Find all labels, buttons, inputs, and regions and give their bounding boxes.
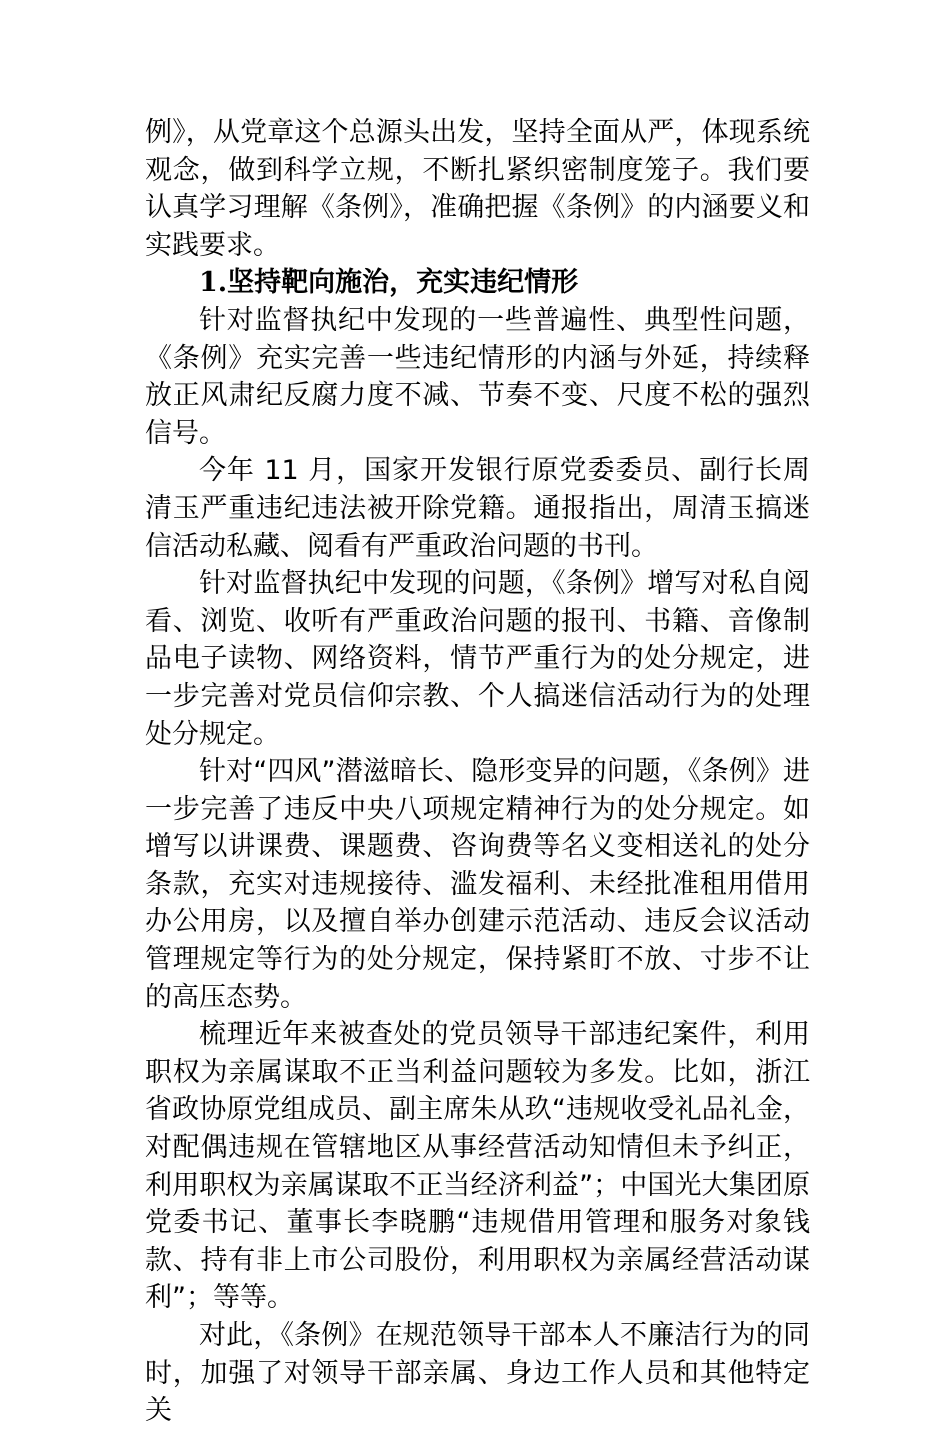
section-heading: 1.坚持靶向施治，充实违纪情形 [199, 267, 579, 299]
body-paragraph: 今年 11 月，国家开发银行原党委委员、副行长周清玉严重违纪违法被开除党籍。通报指出，周清玉搞迷信活动私藏、阅看有严重政治问题的书刊。 [145, 455, 810, 562]
body-paragraph: 针对监督执纪中发现的一些普遍性、典型性问题，《条例》充实完善一些违纪情形的内涵与外延，持续释放正风肃纪反腐力度不减、节奏不变、尺度不松的强烈信号。 [145, 304, 810, 449]
body-paragraph: 梳理近年来被查处的党员领导干部违纪案件，利用职权为亲属谋取不正当利益问题较为多发。比如，浙江省政协原党组成员、副主席朱从玖“违规收受礼品礼金，对配偶违规在管辖地区从事经营活动知情但未予纠正，利用职权为亲属谋取不正当经济利益”；中国光大集团原党委书记、董事长李晓鹏“违规借用管理和服务对象钱款、持有非上市公司股份，利用职权为亲属经营活动谋利”；等等。 [145, 1019, 810, 1314]
intro-continuation-paragraph: 例》，从党章这个总源头出发，坚持全面从严，体现系统观念，做到科学立规，不断扎紧织密制度笼子。我们要认真学习理解《条例》，准确把握《条例》的内涵要义和实践要求。 [145, 117, 810, 261]
body-paragraph: 针对“四风”潜滋暗长、隐形变异的问题，《条例》进一步完善了违反中央八项规定精神行为的处分规定。如增写以讲课费、课题费、咨询费等名义变相送礼的处分条款，充实对违规接待、滥发福利、未经批准租用借用办公用房，以及擅自举办创建示范活动、违反会议活动管理规定等行为的处分规定，保持紧盯不放、寸步不让的高压态势。 [145, 756, 810, 1013]
body-paragraph: 对此，《条例》在规范领导干部本人不廉洁行为的同时，加强了对领导干部亲属、身边工作人员和其他特定关 [145, 1320, 810, 1427]
document-body [145, 114, 810, 1430]
body-paragraph: 针对监督执纪中发现的问题，《条例》增写对私自阅看、浏览、收听有严重政治问题的报刊、书籍、音像制品电子读物、网络资料，情节严重行为的处分规定，进一步完善对党员信仰宗教、个人搞迷信活动行为的处理处分规定。 [145, 568, 810, 750]
